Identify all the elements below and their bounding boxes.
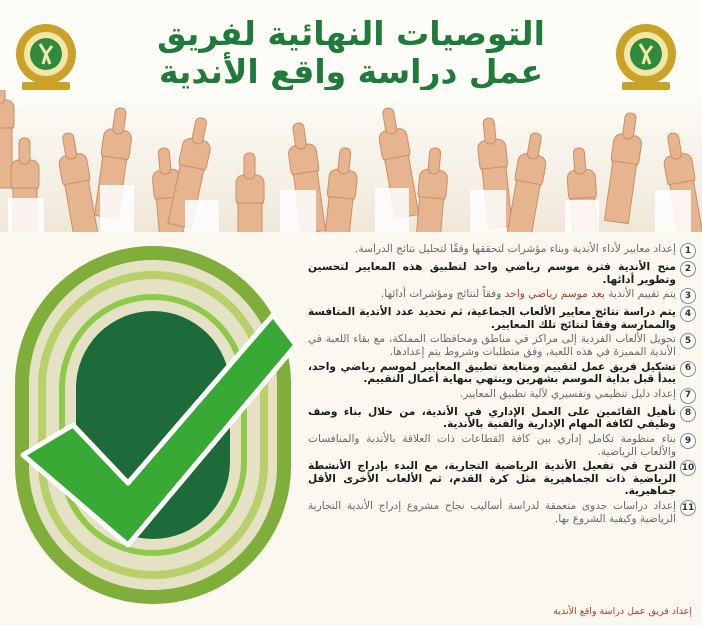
page-title-line2: عمل دراسة واقع الأندية [158, 52, 543, 91]
page-title-line1: التوصيات النهائية لفريق [157, 14, 545, 53]
item-number-badge: 2 [680, 261, 696, 277]
recommendation-item [308, 306, 696, 331]
recommendation-text: تحويل الألعاب الفردية إلى مراكز في مناطق ومحافظات المملكة، مع بقاء اللعبة في الأندية المميزة في هذه اللعبة، وفق متطلبات وشروط يتم إعدادها. [308, 333, 676, 358]
recommendation-text: تأهيل القائمين على العمل الإداري في الأندية، من خلال بناء وصف وظيفي لكافة المهام الإدارية والفنية بالأندية. [308, 405, 676, 431]
green-checkmark-track-icon [8, 245, 298, 605]
recommendation-item [308, 406, 696, 431]
item-number-badge: 1 [680, 243, 696, 259]
recommendation-text: بناء منظومة تكامل إداري بين كافة القطاعات ذات العلاقة بالأندية والمنافسات والألعاب الرياضية. [308, 432, 676, 458]
recommendation-text: يتم دراسة نتائج معايير الألعاب الجماعية، ثم تحديد عدد الأندية المنافسة والممارسة وفقاً لنتائج تلك المعايير. [308, 306, 676, 331]
recommendation-text-part: وفقاً لنتائج ومؤشرات أدائها. [380, 288, 505, 301]
recommendations-list [308, 243, 696, 603]
item-number-badge: 5 [680, 333, 696, 349]
thumbs-up-hands-photo [0, 90, 702, 232]
recommendation-item [308, 433, 696, 458]
item-number-badge: 7 [680, 388, 696, 404]
recommendation-text-part: يتم تقييم الأندية [604, 288, 676, 301]
recommendation-text: إعداد دليل تنظيمي وتفسيري لآلية تطبيق المعايير. [459, 387, 676, 400]
item-number-badge: 11 [680, 500, 696, 516]
recommendation-item [308, 333, 696, 358]
recommendation-item [308, 460, 696, 498]
sports-club-logo-icon [10, 20, 82, 92]
recommendation-item [308, 288, 696, 304]
item-number-badge: 9 [680, 433, 696, 449]
recommendation-text: إعداد معايير لأداء الأندية وبناء مؤشرات لتحققها وفقًا لتحليل نتائج الدراسة. [355, 243, 676, 255]
recommendation-text: التدرج في تفعيل الأندية الرياضية التجارية، مع البدء بإدراج الأنشطة الرياضية ذات الجماهيرية مثل كرة القدم، ثم الألعاب الأخرى الأقل جماهيرية. [308, 460, 676, 498]
recommendation-item [308, 388, 696, 404]
item-number-badge: 6 [680, 361, 696, 377]
recommendation-text: إعداد دراسات جدوى متعمقة لدراسة أساليب نجاح مشروع إدراج الأندية التجارية الرياضية وكيفية الشروع بها. [308, 499, 676, 525]
credit-line: إعداد فريق عمل دراسة واقع الأندية [553, 606, 692, 617]
highlighted-text: بعد موسم رياضي واحد [504, 288, 605, 301]
recommendation-item [308, 500, 696, 525]
recommendation-text: تشكيل فريق عمل لتقييم ومتابعة تطبيق المعايير لموسم رياضي واحد، يبدأ قبل بداية الموسم بشهرين وينتهي بنهاية أعمال التقييم. [308, 360, 676, 386]
item-number-badge: 10 [680, 460, 696, 476]
recommendation-text [381, 288, 676, 301]
recommendation-item [308, 261, 696, 286]
item-number-badge: 8 [680, 406, 696, 422]
recommendation-item [308, 361, 696, 386]
recommendation-item [308, 243, 696, 259]
item-number-badge: 3 [680, 288, 696, 304]
recommendation-text: منح الأندية فترة موسم رياضي واحد لتطبيق هذه المعايير لتحسين وتطوير أدائها. [308, 261, 676, 286]
item-number-badge: 4 [680, 306, 696, 322]
sports-club-logo-icon [610, 20, 682, 92]
